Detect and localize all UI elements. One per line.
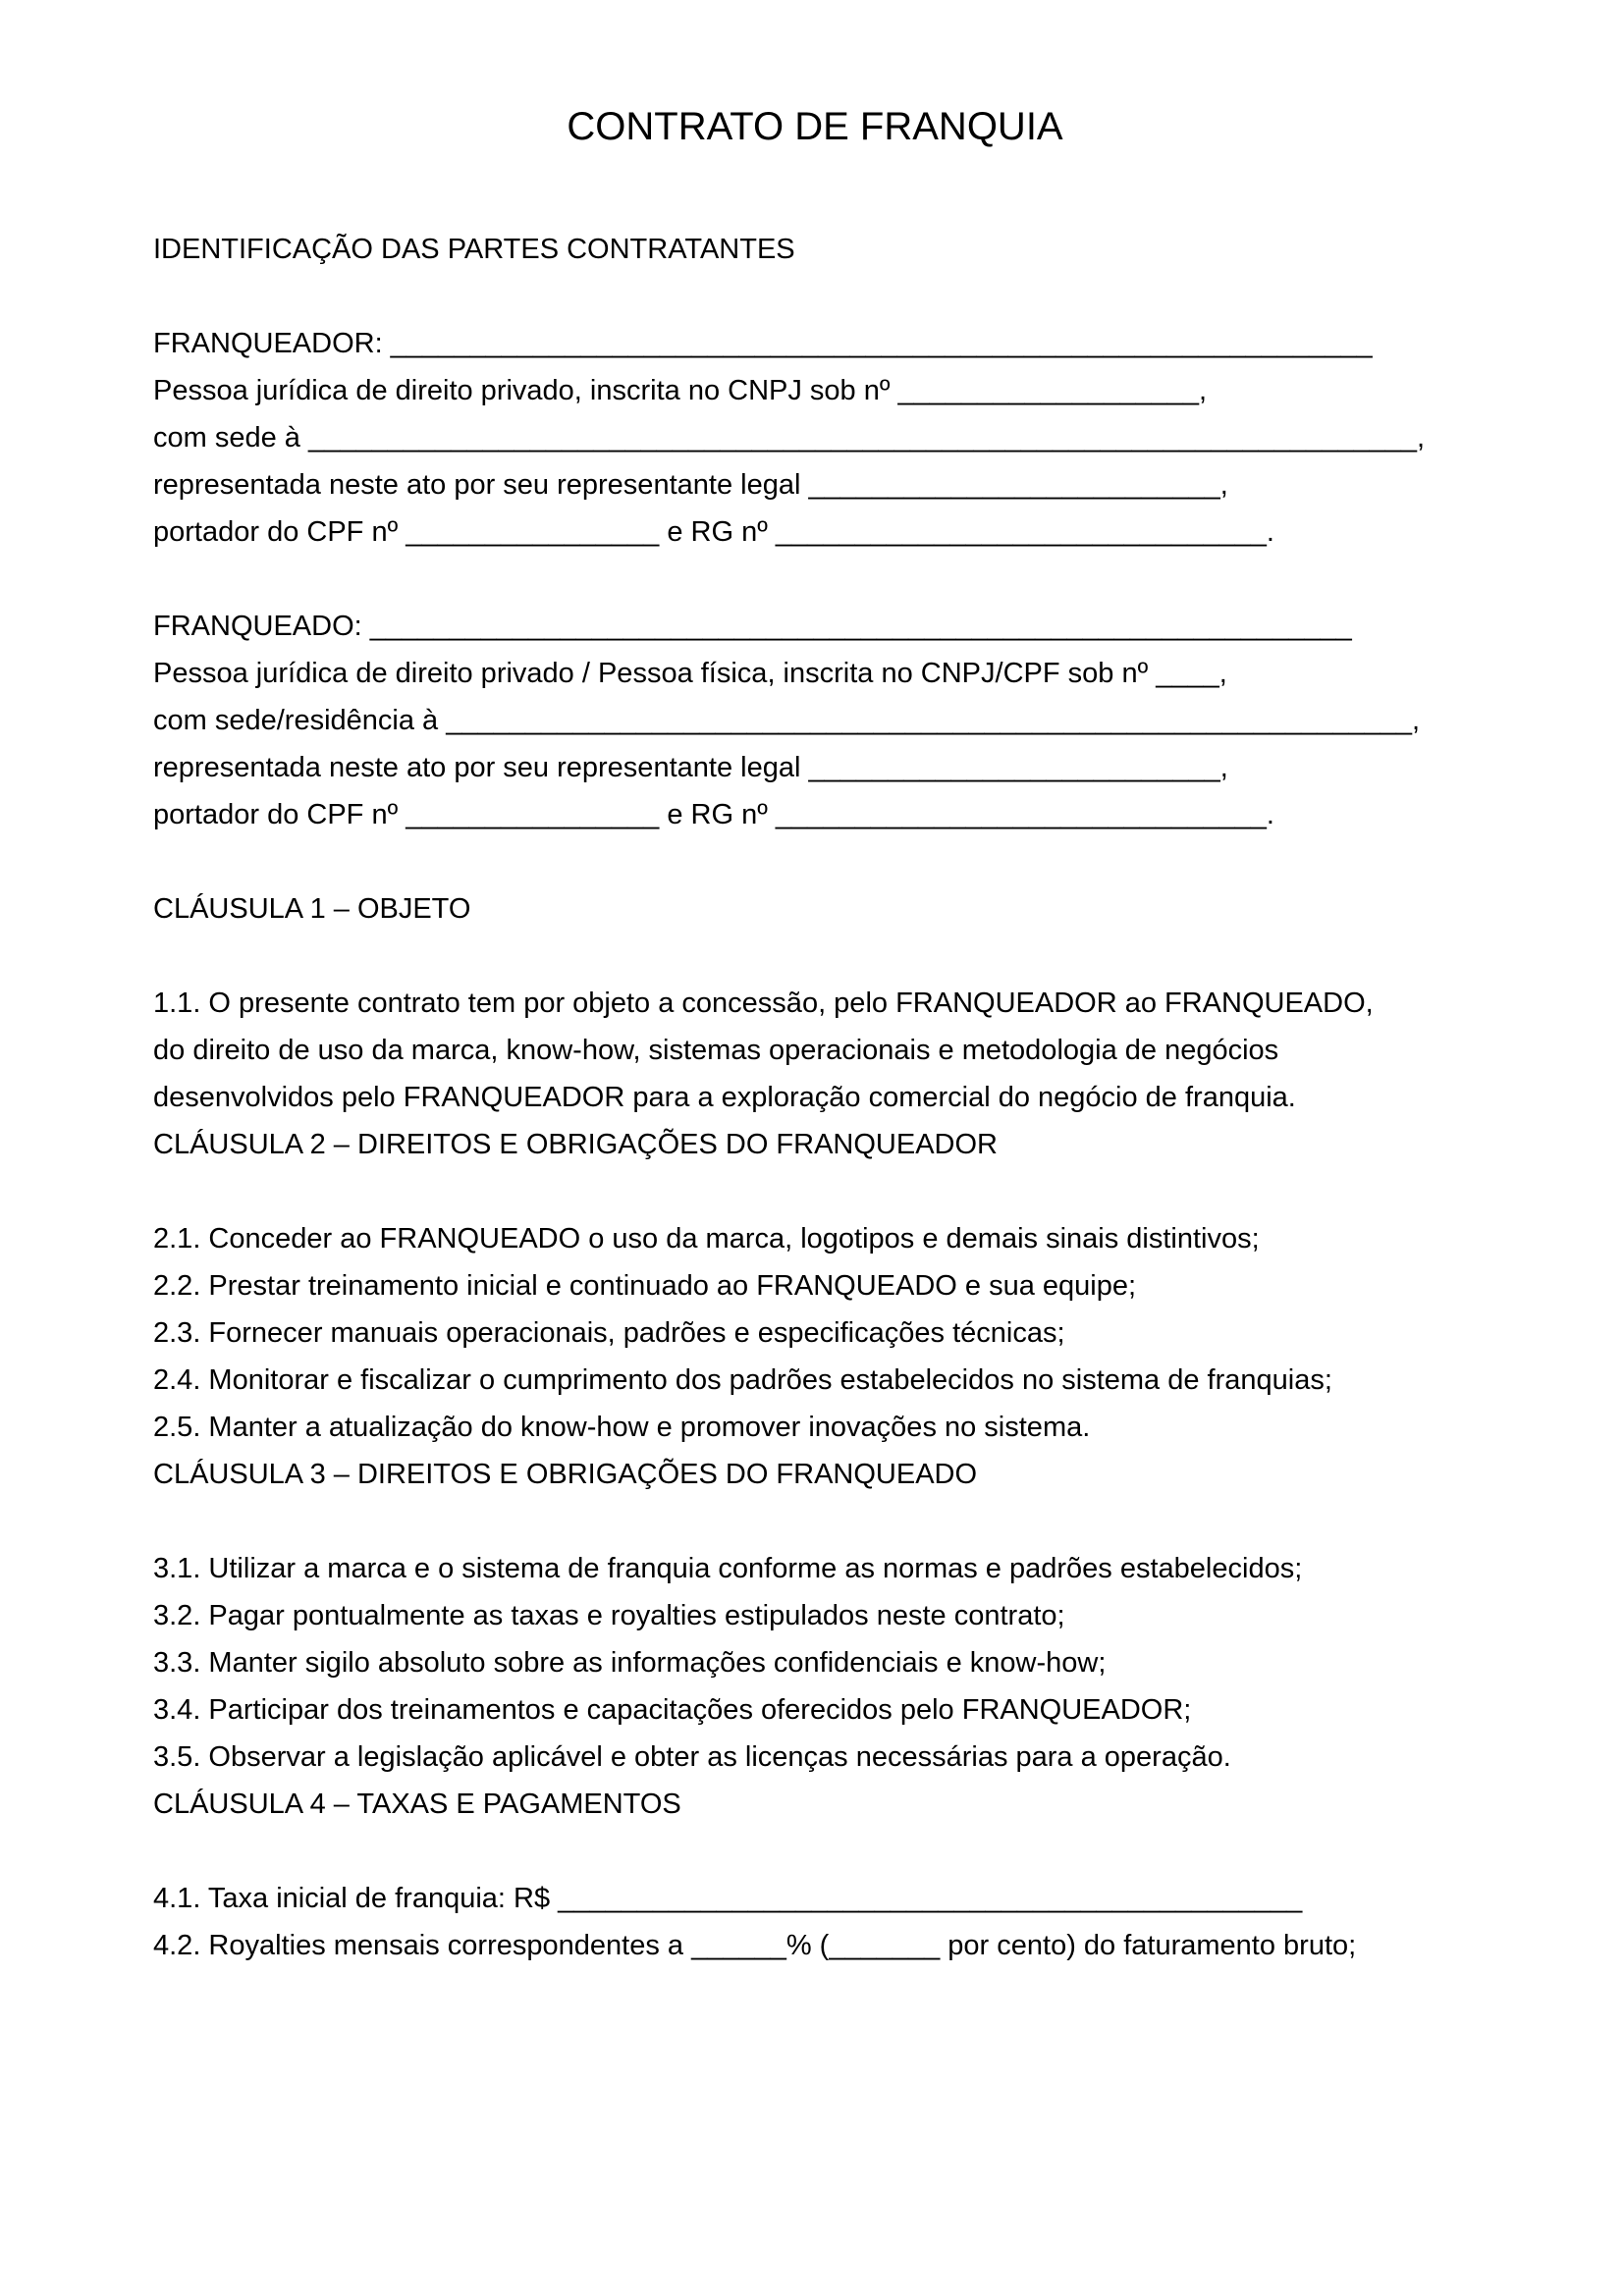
clause-1-text-line-1: 1.1. O presente contrato tem por objeto a concessão, pelo FRANQUEADOR ao FRANQUEADO, xyxy=(153,988,1374,1019)
clause-3-item-3-2: 3.2. Pagar pontualmente as taxas e royalties estipulados neste contrato; xyxy=(153,1600,1065,1631)
clause-1-paragraph xyxy=(153,980,1477,1121)
clause-4-item-4-2: 4.2. Royalties mensais correspondentes a ______% (_______ por cento) do faturamento bruto; xyxy=(153,1930,1357,1961)
franqueador-name-line: FRANQUEADOR: ______________________________________________________________ xyxy=(153,328,1373,359)
clause-3-item-3-4: 3.4. Participar dos treinamentos e capacitações oferecidos pelo FRANQUEADOR; xyxy=(153,1694,1192,1726)
clause-2-item-2-5: 2.5. Manter a atualização do know-how e promover inovações no sistema. xyxy=(153,1412,1091,1443)
clause-1-text-line-3: desenvolvidos pelo FRANQUEADOR para a exploração comercial do negócio de franquia. xyxy=(153,1082,1296,1113)
franqueado-block xyxy=(153,603,1477,838)
franqueado-cpf-rg-line: portador do CPF nº ________________ e RG nº _______________________________. xyxy=(153,799,1274,830)
franqueador-address-line: com sede à ______________________________________________________________________, xyxy=(153,422,1426,454)
parties-identification-heading: IDENTIFICAÇÃO DAS PARTES CONTRATANTES xyxy=(153,234,795,265)
franqueador-cnpj-line: Pessoa jurídica de direito privado, inscrita no CNPJ sob nº ___________________, xyxy=(153,375,1208,406)
franqueado-representative-line: representada neste ato por seu representante legal __________________________, xyxy=(153,752,1228,783)
clause-3-items xyxy=(153,1545,1477,1781)
franqueado-name-line: FRANQUEADO: ______________________________________________________________ xyxy=(153,611,1352,642)
clause-3-heading: CLÁUSULA 3 – DIREITOS E OBRIGAÇÕES DO FRANQUEADO xyxy=(153,1459,978,1490)
clause-1-text-line-2: do direito de uso da marca, know-how, sistemas operacionais e metodologia de negócios xyxy=(153,1035,1279,1066)
franqueador-cpf-rg-line: portador do CPF nº ________________ e RG nº _______________________________. xyxy=(153,516,1274,548)
clause-4-items xyxy=(153,1875,1477,1969)
contract-title: CONTRATO DE FRANQUIA xyxy=(567,105,1063,148)
clause-4-section xyxy=(153,1781,1477,1969)
clause-1-section xyxy=(153,885,1477,1121)
clause-2-items xyxy=(153,1215,1477,1451)
clause-3-item-3-5: 3.5. Observar a legislação aplicável e obter as licenças necessárias para a operação. xyxy=(153,1741,1231,1773)
clause-3-section xyxy=(153,1451,1477,1781)
franqueado-cnpj-cpf-line: Pessoa jurídica de direito privado / Pessoa física, inscrita no CNPJ/CPF sob nº ____, xyxy=(153,658,1227,689)
clause-2-item-2-2: 2.2. Prestar treinamento inicial e continuado ao FRANQUEADO e sua equipe; xyxy=(153,1270,1137,1302)
clause-4-item-4-1: 4.1. Taxa inicial de franquia: R$ _______________________________________________ xyxy=(153,1883,1303,1914)
franqueado-address-line: com sede/residência à _____________________________________________________________, xyxy=(153,705,1421,736)
clause-2-item-2-3: 2.3. Fornecer manuais operacionais, padrões e especificações técnicas; xyxy=(153,1317,1065,1349)
clause-4-heading: CLÁUSULA 4 – TAXAS E PAGAMENTOS xyxy=(153,1789,681,1820)
clause-3-item-3-1: 3.1. Utilizar a marca e o sistema de franquia conforme as normas e padrões estabelecidos; xyxy=(153,1553,1303,1584)
clause-2-section xyxy=(153,1121,1477,1451)
clause-1-heading: CLÁUSULA 1 – OBJETO xyxy=(153,893,471,925)
clause-3-item-3-3: 3.3. Manter sigilo absoluto sobre as informações confidenciais e know-how; xyxy=(153,1647,1107,1679)
clause-2-heading: CLÁUSULA 2 – DIREITOS E OBRIGAÇÕES DO FRANQUEADOR xyxy=(153,1129,999,1160)
franqueador-block xyxy=(153,320,1477,556)
franqueador-representative-line: representada neste ato por seu representante legal __________________________, xyxy=(153,469,1228,501)
clause-2-item-2-1: 2.1. Conceder ao FRANQUEADO o uso da marca, logotipos e demais sinais distintivos; xyxy=(153,1223,1260,1255)
clause-2-item-2-4: 2.4. Monitorar e fiscalizar o cumprimento dos padrões estabelecidos no sistema de franquias; xyxy=(153,1364,1332,1396)
